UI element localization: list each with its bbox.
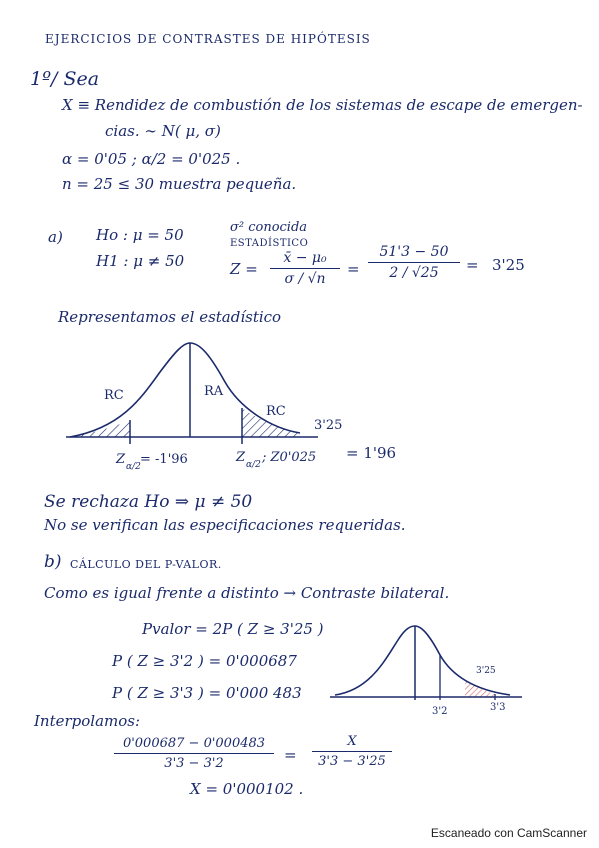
sample-size-line: n = 25 ≤ 30 muestra pequeña.: [62, 175, 297, 193]
z-left-symbol: Z: [116, 452, 126, 467]
bilateral-line: Como es igual frente a distinto → Contraste bilateral.: [44, 584, 450, 602]
scanner-watermark: Escaneado con CamScanner: [430, 826, 587, 840]
z-equals: Z =: [230, 260, 258, 278]
graph-b-mark-3-3: 3'3: [490, 702, 506, 713]
z-left-value: = -1'96: [140, 452, 188, 467]
conclusion-line-2: No se verifican las especificaciones requeridas.: [44, 516, 406, 534]
equals-sign-3: =: [284, 746, 297, 764]
z-left-subscript: α/2: [126, 462, 141, 472]
z-value-denominator: 2 / √25: [389, 265, 439, 281]
normal-curve-b-line: [335, 626, 510, 695]
h0-hypothesis: Ho : μ = 50: [96, 226, 184, 244]
p-z-3-2: P ( Z ≥ 3'2 ) = 0'000687: [112, 652, 297, 670]
conclusion-line-1: Se rechaza Ho ⇒ μ ≠ 50: [44, 492, 253, 512]
normal-curve-b: [330, 626, 522, 700]
x-definition-line-2: cias. ∼ N( μ, σ): [105, 122, 221, 140]
interp-right-numerator: X: [347, 734, 357, 749]
rc-right-label: RC: [266, 404, 286, 419]
part-b-label: b): [44, 552, 62, 572]
graph-b-mark-3-2: 3'2: [432, 706, 448, 717]
p-value-formula: Pvalor = 2P ( Z ≥ 3'25 ): [142, 620, 324, 638]
p-z-3-3: P ( Z ≥ 3'3 ) = 0'000 483: [112, 684, 302, 702]
interp-left-numerator: 0'000687 − 0'000483: [122, 736, 266, 751]
x-result: X = 0'000102 .: [190, 780, 304, 798]
z-right-subscript: α/2: [246, 460, 261, 470]
sigma-known-note: σ² conocida: [230, 220, 308, 235]
equals-sign-1: =: [347, 260, 360, 278]
page-title: EJERCICIOS DE CONTRASTES DE HIPÓTESIS: [45, 32, 371, 46]
z-critical-result: = 1'96: [346, 444, 397, 462]
equals-sign-2: =: [466, 256, 479, 274]
rc-left-label: RC: [104, 388, 124, 403]
interpolation-fraction-left: [114, 736, 274, 771]
interpolation-label: Interpolamos:: [34, 712, 141, 730]
ra-label: RA: [204, 384, 224, 399]
estadistico-label: ESTADÍSTICO: [230, 238, 309, 249]
p-value-heading: CÁLCULO DEL P-VALOR.: [70, 558, 222, 571]
statistic-mark-label: 3'25: [314, 418, 343, 433]
z-statistic-value: 3'25: [492, 256, 525, 274]
exercise-1-label: 1º/ Sea: [30, 68, 100, 90]
interp-right-denominator: 3'3 − 3'25: [318, 754, 386, 769]
alpha-line: α = 0'05 ; α/2 = 0'025 .: [62, 150, 241, 168]
represent-heading: Representamos el estadístico: [58, 308, 282, 326]
interp-left-denominator: 3'3 − 3'2: [164, 756, 224, 771]
z-value-numerator: 51'3 − 50: [379, 244, 449, 260]
part-a-label: a): [48, 228, 63, 246]
graph-b-mark-top: 3'25: [476, 666, 496, 676]
z-right-symbol: Z: [236, 450, 246, 465]
x-definition-line-1: X ≡ Rendidez de combustión de los sistemas de escape de emergen-: [62, 96, 583, 114]
h1-hypothesis: H1 : μ ≠ 50: [96, 252, 185, 270]
z-formula-numerator: x̄ − μ₀: [283, 250, 327, 266]
interpolation-fraction-right: [312, 734, 392, 769]
z-formula-denominator: σ / √n: [284, 271, 326, 287]
z-right-value: ; Z0'025: [262, 450, 317, 465]
